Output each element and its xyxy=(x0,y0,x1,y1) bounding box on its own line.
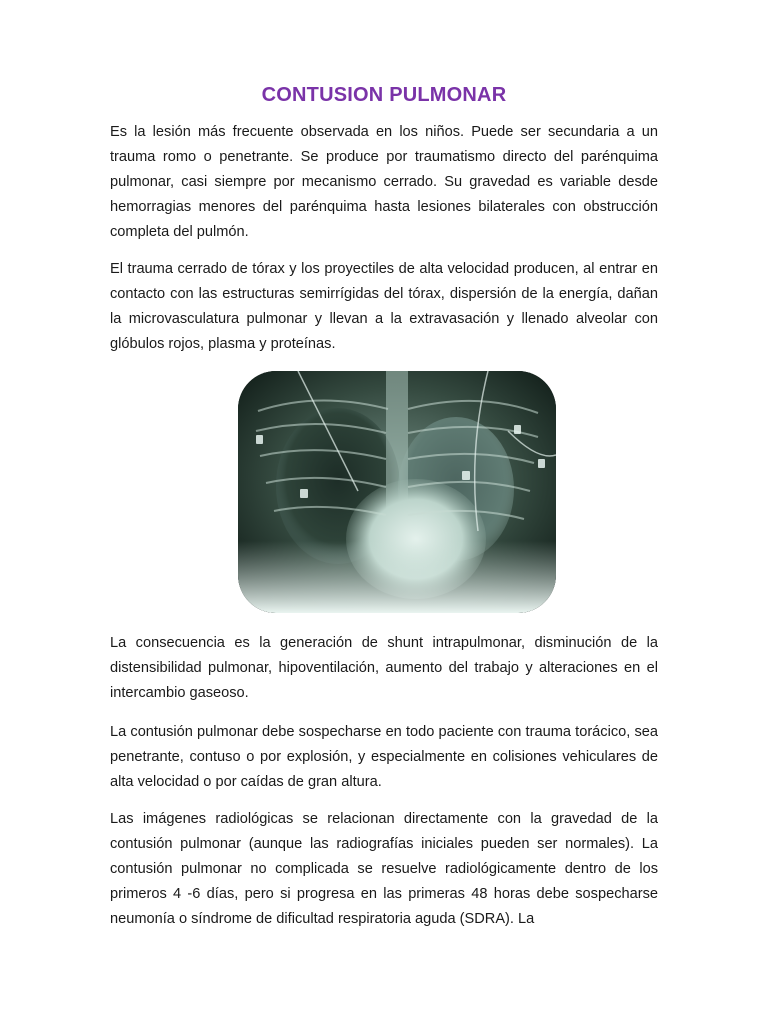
chest-xray-image xyxy=(238,371,556,613)
paragraph-4: La contusión pulmonar debe sospecharse en todo paciente con trauma torácico, sea penetrante, contuso o por explosión, y especialmente en colisiones vehiculares de alta velocidad o por caídas de gran altura. xyxy=(110,724,658,790)
page-title: CONTUSION PULMONAR xyxy=(261,84,507,106)
paragraph-5: Las imágenes radiológicas se relacionan directamente con la gravedad de la contusión pulmonar (aunque las radiografías iniciales pueden ser normales). La contusión pulmonar no complicada se resuelve radiológicamente dentro de los primeros 4 -6 días, pero si progresa en las primeras 48 horas debe sospecharse neumonía o síndrome de dificultad respiratoria aguda (SDRA). La xyxy=(110,811,658,927)
paragraph-3: La consecuencia es la generación de shunt intrapulmonar, disminución de la distensibilidad pulmonar, hipoventilación, aumento del trabajo y alteraciones en el intercambio gaseoso. xyxy=(110,635,658,701)
paragraph-1: Es la lesión más frecuente observada en los niños. Puede ser secundaria a un trauma romo o penetrante. Se produce por traumatismo directo del parénquima pulmonar, casi siempre por mecanismo cerrado. Su gravedad es variable desde hemorragias menores del parénquima hasta lesiones bilaterales con obstrucción completa del pulmón. xyxy=(110,124,658,240)
paragraph-2: El trauma cerrado de tórax y los proyectiles de alta velocidad producen, al entrar en contacto con las estructuras semirrígidas del tórax, dispersión de la energía, dañan la microvasculatura pulmonar y llevan a la extravasación y llenado alveolar con glóbulos rojos, plasma y proteínas. xyxy=(110,261,658,352)
